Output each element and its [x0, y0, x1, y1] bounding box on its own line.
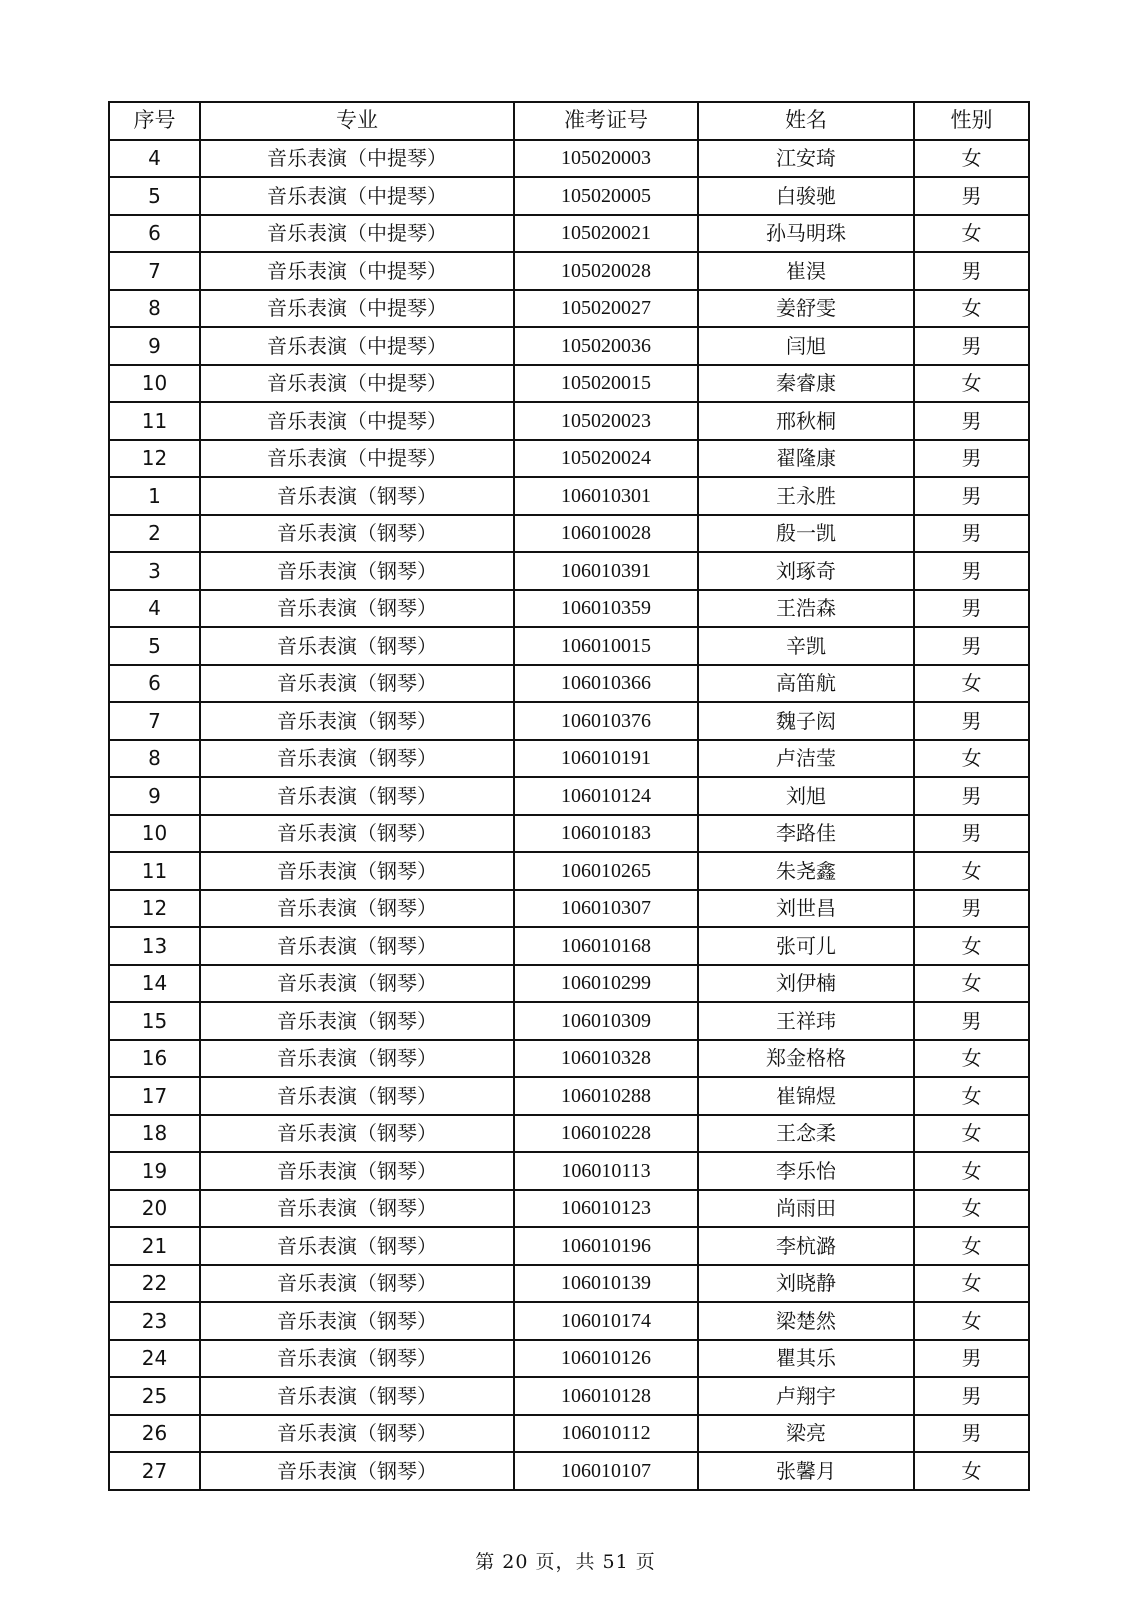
cell-name: 梁亮: [698, 1415, 914, 1453]
table-body: [109, 140, 1029, 1490]
header-row: [109, 102, 1029, 140]
table-row: [109, 1190, 1029, 1228]
cell-major: 音乐表演（钢琴）: [200, 740, 514, 778]
cell-gender: 男: [914, 477, 1029, 515]
cell-gender: 男: [914, 1002, 1029, 1040]
table-row: [109, 1340, 1029, 1378]
cell-name: 李路佳: [698, 815, 914, 853]
table-row: [109, 890, 1029, 928]
cell-name: 殷一凯: [698, 515, 914, 553]
cell-name: 崔淏: [698, 252, 914, 290]
table-row: [109, 440, 1029, 478]
table-row: [109, 1002, 1029, 1040]
cell-major: 音乐表演（钢琴）: [200, 1340, 514, 1378]
cell-ticket: 106010359: [514, 590, 698, 628]
table-row: [109, 1152, 1029, 1190]
cell-name: 崔锦煜: [698, 1077, 914, 1115]
cell-name: 翟隆康: [698, 440, 914, 478]
cell-major: 音乐表演（中提琴）: [200, 365, 514, 403]
cell-ticket: 105020021: [514, 215, 698, 253]
cell-major: 音乐表演（中提琴）: [200, 290, 514, 328]
cell-ticket: 105020028: [514, 252, 698, 290]
cell-major: 音乐表演（中提琴）: [200, 215, 514, 253]
cell-ticket: 106010391: [514, 552, 698, 590]
cell-gender: 女: [914, 1152, 1029, 1190]
cell-seq: 4: [109, 590, 200, 628]
cell-name: 李乐怡: [698, 1152, 914, 1190]
cell-gender: 男: [914, 815, 1029, 853]
cell-ticket: 106010183: [514, 815, 698, 853]
cell-gender: 女: [914, 852, 1029, 890]
cell-seq: 5: [109, 177, 200, 215]
cell-ticket: 106010168: [514, 927, 698, 965]
cell-gender: 女: [914, 290, 1029, 328]
cell-seq: 7: [109, 252, 200, 290]
cell-name: 江安琦: [698, 140, 914, 178]
cell-name: 刘琢奇: [698, 552, 914, 590]
cell-gender: 男: [914, 515, 1029, 553]
cell-gender: 男: [914, 702, 1029, 740]
table-row: [109, 740, 1029, 778]
cell-major: 音乐表演（钢琴）: [200, 665, 514, 703]
cell-ticket: 105020024: [514, 440, 698, 478]
cell-major: 音乐表演（钢琴）: [200, 927, 514, 965]
table-row: [109, 1415, 1029, 1453]
header-ticket: 准考证号: [514, 102, 698, 140]
cell-ticket: 106010196: [514, 1227, 698, 1265]
cell-seq: 2: [109, 515, 200, 553]
cell-gender: 女: [914, 1302, 1029, 1340]
cell-ticket: 105020023: [514, 402, 698, 440]
table-row: [109, 1452, 1029, 1490]
cell-seq: 9: [109, 327, 200, 365]
cell-ticket: 106010015: [514, 627, 698, 665]
table-row: [109, 1302, 1029, 1340]
table-header: [109, 102, 1029, 140]
cell-major: 音乐表演（钢琴）: [200, 552, 514, 590]
cell-ticket: 106010123: [514, 1190, 698, 1228]
cell-ticket: 105020027: [514, 290, 698, 328]
table-row: [109, 365, 1029, 403]
cell-seq: 21: [109, 1227, 200, 1265]
cell-seq: 13: [109, 927, 200, 965]
cell-seq: 16: [109, 1040, 200, 1078]
cell-name: 魏子闳: [698, 702, 914, 740]
cell-name: 李杭潞: [698, 1227, 914, 1265]
cell-major: 音乐表演（钢琴）: [200, 515, 514, 553]
cell-name: 孙马明珠: [698, 215, 914, 253]
table-row: [109, 552, 1029, 590]
cell-name: 高笛航: [698, 665, 914, 703]
cell-seq: 5: [109, 627, 200, 665]
cell-gender: 女: [914, 1265, 1029, 1303]
cell-gender: 男: [914, 552, 1029, 590]
cell-seq: 8: [109, 290, 200, 328]
table-row: [109, 1265, 1029, 1303]
cell-major: 音乐表演（钢琴）: [200, 777, 514, 815]
table-row: [109, 140, 1029, 178]
table-row: [109, 1077, 1029, 1115]
cell-seq: 24: [109, 1340, 200, 1378]
table-row: [109, 1377, 1029, 1415]
cell-name: 卢洁莹: [698, 740, 914, 778]
cell-name: 邢秋桐: [698, 402, 914, 440]
cell-gender: 女: [914, 927, 1029, 965]
table-row: [109, 852, 1029, 890]
header-name: 姓名: [698, 102, 914, 140]
cell-name: 王念柔: [698, 1115, 914, 1153]
cell-seq: 14: [109, 965, 200, 1003]
cell-seq: 27: [109, 1452, 200, 1490]
cell-ticket: 106010376: [514, 702, 698, 740]
cell-gender: 女: [914, 1227, 1029, 1265]
admission-roster-table: [108, 101, 1030, 1491]
cell-gender: 女: [914, 1452, 1029, 1490]
cell-name: 刘旭: [698, 777, 914, 815]
cell-gender: 女: [914, 740, 1029, 778]
cell-seq: 8: [109, 740, 200, 778]
cell-seq: 12: [109, 890, 200, 928]
cell-major: 音乐表演（中提琴）: [200, 177, 514, 215]
cell-major: 音乐表演（钢琴）: [200, 852, 514, 890]
cell-name: 张馨月: [698, 1452, 914, 1490]
cell-major: 音乐表演（钢琴）: [200, 1415, 514, 1453]
cell-gender: 女: [914, 365, 1029, 403]
cell-seq: 10: [109, 815, 200, 853]
cell-ticket: 105020015: [514, 365, 698, 403]
cell-seq: 6: [109, 665, 200, 703]
cell-gender: 男: [914, 890, 1029, 928]
cell-name: 王祥玮: [698, 1002, 914, 1040]
cell-name: 刘伊楠: [698, 965, 914, 1003]
table-row: [109, 215, 1029, 253]
page-number-footer: 第 20 页，共 51 页: [475, 1551, 656, 1573]
cell-gender: 男: [914, 1415, 1029, 1453]
table-row: [109, 777, 1029, 815]
cell-gender: 男: [914, 440, 1029, 478]
cell-seq: 7: [109, 702, 200, 740]
cell-major: 音乐表演（钢琴）: [200, 1302, 514, 1340]
cell-gender: 女: [914, 965, 1029, 1003]
cell-major: 音乐表演（钢琴）: [200, 1002, 514, 1040]
cell-major: 音乐表演（钢琴）: [200, 890, 514, 928]
cell-gender: 男: [914, 627, 1029, 665]
cell-gender: 男: [914, 1340, 1029, 1378]
cell-name: 王浩森: [698, 590, 914, 628]
cell-ticket: 106010328: [514, 1040, 698, 1078]
cell-name: 张可儿: [698, 927, 914, 965]
cell-gender: 女: [914, 1190, 1029, 1228]
cell-ticket: 106010128: [514, 1377, 698, 1415]
cell-gender: 女: [914, 215, 1029, 253]
cell-name: 尚雨田: [698, 1190, 914, 1228]
cell-name: 辛凯: [698, 627, 914, 665]
cell-major: 音乐表演（中提琴）: [200, 140, 514, 178]
cell-ticket: 106010124: [514, 777, 698, 815]
table-row: [109, 965, 1029, 1003]
cell-gender: 女: [914, 1040, 1029, 1078]
cell-seq: 15: [109, 1002, 200, 1040]
cell-name: 梁楚然: [698, 1302, 914, 1340]
cell-gender: 男: [914, 590, 1029, 628]
cell-seq: 20: [109, 1190, 200, 1228]
cell-name: 闫旭: [698, 327, 914, 365]
cell-major: 音乐表演（钢琴）: [200, 1452, 514, 1490]
cell-gender: 男: [914, 402, 1029, 440]
cell-ticket: 106010139: [514, 1265, 698, 1303]
cell-seq: 10: [109, 365, 200, 403]
cell-ticket: 106010126: [514, 1340, 698, 1378]
cell-name: 姜舒雯: [698, 290, 914, 328]
cell-ticket: 106010028: [514, 515, 698, 553]
table-row: [109, 402, 1029, 440]
cell-gender: 女: [914, 665, 1029, 703]
cell-ticket: 106010174: [514, 1302, 698, 1340]
table-row: [109, 477, 1029, 515]
table-row: [109, 665, 1029, 703]
cell-seq: 6: [109, 215, 200, 253]
cell-major: 音乐表演（钢琴）: [200, 1265, 514, 1303]
cell-name: 卢翔宇: [698, 1377, 914, 1415]
cell-seq: 1: [109, 477, 200, 515]
table-row: [109, 327, 1029, 365]
table-row: [109, 177, 1029, 215]
cell-ticket: 106010288: [514, 1077, 698, 1115]
cell-ticket: 105020036: [514, 327, 698, 365]
cell-major: 音乐表演（钢琴）: [200, 815, 514, 853]
cell-seq: 9: [109, 777, 200, 815]
cell-ticket: 106010228: [514, 1115, 698, 1153]
cell-seq: 23: [109, 1302, 200, 1340]
cell-gender: 女: [914, 1077, 1029, 1115]
cell-major: 音乐表演（钢琴）: [200, 627, 514, 665]
cell-major: 音乐表演（钢琴）: [200, 1077, 514, 1115]
cell-ticket: 106010301: [514, 477, 698, 515]
cell-seq: 3: [109, 552, 200, 590]
cell-major: 音乐表演（钢琴）: [200, 1377, 514, 1415]
cell-seq: 11: [109, 852, 200, 890]
cell-name: 瞿其乐: [698, 1340, 914, 1378]
table-row: [109, 515, 1029, 553]
table-row: [109, 815, 1029, 853]
cell-seq: 22: [109, 1265, 200, 1303]
table-row: [109, 927, 1029, 965]
header-gender: 性别: [914, 102, 1029, 140]
cell-major: 音乐表演（钢琴）: [200, 477, 514, 515]
table-row: [109, 702, 1029, 740]
cell-name: 刘晓静: [698, 1265, 914, 1303]
cell-ticket: 106010107: [514, 1452, 698, 1490]
cell-gender: 女: [914, 140, 1029, 178]
cell-major: 音乐表演（中提琴）: [200, 252, 514, 290]
cell-seq: 25: [109, 1377, 200, 1415]
table-row: [109, 1040, 1029, 1078]
cell-major: 音乐表演（钢琴）: [200, 1190, 514, 1228]
table-row: [109, 627, 1029, 665]
table-row: [109, 1115, 1029, 1153]
cell-major: 音乐表演（钢琴）: [200, 590, 514, 628]
cell-gender: 男: [914, 327, 1029, 365]
cell-gender: 男: [914, 177, 1029, 215]
cell-seq: 11: [109, 402, 200, 440]
cell-ticket: 105020003: [514, 140, 698, 178]
cell-major: 音乐表演（钢琴）: [200, 1227, 514, 1265]
cell-ticket: 106010366: [514, 665, 698, 703]
cell-ticket: 106010307: [514, 890, 698, 928]
cell-name: 刘世昌: [698, 890, 914, 928]
cell-major: 音乐表演（钢琴）: [200, 702, 514, 740]
cell-ticket: 105020005: [514, 177, 698, 215]
cell-gender: 女: [914, 1115, 1029, 1153]
cell-seq: 12: [109, 440, 200, 478]
cell-major: 音乐表演（钢琴）: [200, 1152, 514, 1190]
table-row: [109, 590, 1029, 628]
cell-ticket: 106010299: [514, 965, 698, 1003]
cell-seq: 19: [109, 1152, 200, 1190]
cell-name: 秦睿康: [698, 365, 914, 403]
cell-name: 郑金格格: [698, 1040, 914, 1078]
table-row: [109, 252, 1029, 290]
cell-seq: 17: [109, 1077, 200, 1115]
cell-seq: 26: [109, 1415, 200, 1453]
cell-ticket: 106010191: [514, 740, 698, 778]
cell-ticket: 106010265: [514, 852, 698, 890]
cell-gender: 男: [914, 777, 1029, 815]
cell-name: 王永胜: [698, 477, 914, 515]
cell-major: 音乐表演（钢琴）: [200, 1040, 514, 1078]
header-seq: 序号: [109, 102, 200, 140]
cell-seq: 4: [109, 140, 200, 178]
cell-ticket: 106010112: [514, 1415, 698, 1453]
cell-gender: 男: [914, 252, 1029, 290]
cell-gender: 男: [914, 1377, 1029, 1415]
cell-major: 音乐表演（钢琴）: [200, 1115, 514, 1153]
cell-ticket: 106010113: [514, 1152, 698, 1190]
table-row: [109, 290, 1029, 328]
cell-seq: 18: [109, 1115, 200, 1153]
table-row: [109, 1227, 1029, 1265]
cell-name: 朱尧鑫: [698, 852, 914, 890]
cell-major: 音乐表演（中提琴）: [200, 440, 514, 478]
cell-major: 音乐表演（中提琴）: [200, 402, 514, 440]
cell-major: 音乐表演（中提琴）: [200, 327, 514, 365]
cell-name: 白骏驰: [698, 177, 914, 215]
header-major: 专业: [200, 102, 514, 140]
cell-ticket: 106010309: [514, 1002, 698, 1040]
cell-major: 音乐表演（钢琴）: [200, 965, 514, 1003]
